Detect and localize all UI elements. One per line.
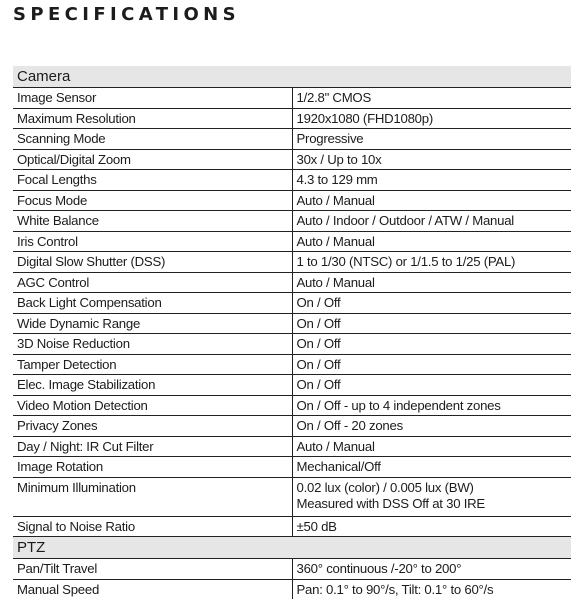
spec-label: Iris Control [13,231,292,252]
spec-value-line: 0.02 lux (color) / 0.005 lux (BW) [296,479,474,495]
spec-row-video-motion-detection [13,395,571,416]
spec-row-privacy-zones [13,416,571,437]
spec-label: White Balance [13,211,292,232]
spec-value: Auto / Manual [292,190,571,211]
section-heading: PTZ [13,537,571,559]
spec-label: Maximum Resolution [13,108,292,129]
spec-label: Optical/Digital Zoom [13,149,292,170]
spec-row-day-night-ir-cut-filter [13,436,571,457]
spec-label: Elec. Image Stabilization [13,375,292,396]
spec-row-signal-to-noise-ratio [13,516,571,537]
spec-label: Image Sensor [13,88,292,109]
spec-value: Auto / Indoor / Outdoor / ATW / Manual [292,211,571,232]
spec-value: ±50 dB [292,516,571,537]
spec-row-wide-dynamic-range [13,313,571,334]
spec-label: 3D Noise Reduction [13,334,292,355]
spec-label: Focus Mode [13,190,292,211]
spec-label: Privacy Zones [13,416,292,437]
spec-label: Minimum Illumination [13,477,292,516]
spec-table [13,66,571,599]
spec-label: Back Light Compensation [13,293,292,314]
spec-value: On / Off [292,334,571,355]
spec-label: Digital Slow Shutter (DSS) [13,252,292,273]
spec-label: Image Rotation [13,457,292,478]
spec-label: Focal Lengths [13,170,292,191]
spec-label: Wide Dynamic Range [13,313,292,334]
spec-value: On / Off - 20 zones [292,416,571,437]
spec-value: Auto / Manual [292,231,571,252]
spec-row-optical-digital-zoom [13,149,571,170]
spec-row-tamper-detection [13,354,571,375]
spec-value: 1/2.8" CMOS [292,88,571,109]
section-header-camera [13,66,571,88]
spec-label: Tamper Detection [13,354,292,375]
spec-label: Pan/Tilt Travel [13,559,292,580]
spec-row-minimum-illumination [13,477,571,516]
spec-row-digital-slow-shutter [13,252,571,273]
section-heading: Camera [13,66,571,88]
spec-row-focus-mode [13,190,571,211]
spec-value-line: Measured with DSS Off at 30 IRE [296,495,485,511]
spec-value: On / Off - up to 4 independent zones [292,395,571,416]
spec-value: Pan: 0.1° to 90°/s, Tilt: 0.1° to 60°/s [296,581,494,597]
spec-label: Manual Speed [13,579,292,599]
spec-row-pan-tilt-travel [13,559,571,580]
spec-value [292,477,571,516]
spec-label: Scanning Mode [13,129,292,150]
spec-value: On / Off [292,375,571,396]
spec-row-maximum-resolution [13,108,571,129]
section-header-ptz [13,537,571,559]
spec-value: Mechanical/Off [292,457,571,478]
spec-row-focal-lengths [13,170,571,191]
spec-row-elec-image-stabilization [13,375,571,396]
spec-row-back-light-compensation [13,293,571,314]
spec-value: 360° continuous /-20° to 200° [292,559,571,580]
spec-value: Auto / Manual [292,436,571,457]
spec-label: Day / Night: IR Cut Filter [13,436,292,457]
spec-value: 4.3 to 129 mm [292,170,571,191]
spec-row-image-rotation [13,457,571,478]
spec-row-iris-control [13,231,571,252]
spec-label: Video Motion Detection [13,395,292,416]
spec-value: Auto / Manual [292,272,571,293]
spec-value: On / Off [292,313,571,334]
spec-row-manual-speed [13,579,571,599]
spec-row-white-balance [13,211,571,232]
spec-label: Signal to Noise Ratio [13,516,292,537]
spec-label: AGC Control [13,272,292,293]
spec-row-scanning-mode [13,129,571,150]
spec-value: 1 to 1/30 (NTSC) or 1/1.5 to 1/25 (PAL) [292,252,571,273]
spec-value: On / Off [292,354,571,375]
spec-row-image-sensor [13,88,571,109]
spec-value: 1920x1080 (FHD1080p) [292,108,571,129]
spec-row-3d-noise-reduction [13,334,571,355]
spec-row-agc-control [13,272,571,293]
spec-value: Progressive [292,129,571,150]
page-title: SPECIFICATIONS [13,4,241,25]
spec-value: 30x / Up to 10x [292,149,571,170]
spec-value: On / Off [292,293,571,314]
